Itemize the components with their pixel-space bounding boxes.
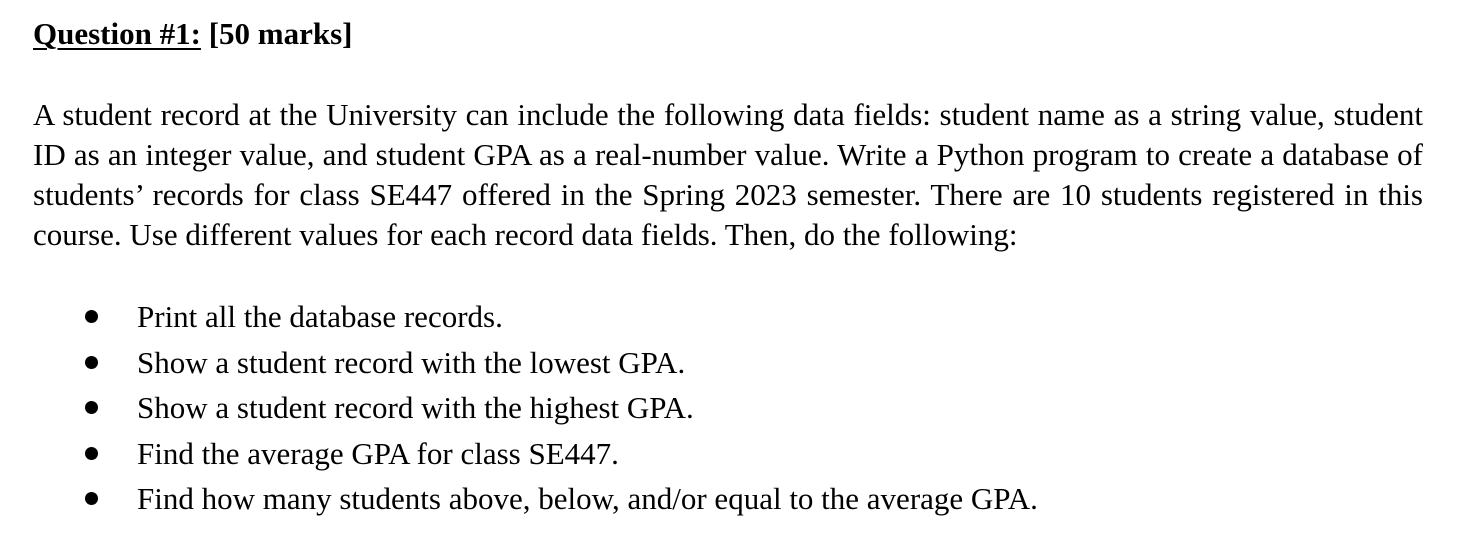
question-marks: [50 marks] (208, 16, 353, 51)
bullet-icon (85, 401, 98, 414)
bullet-icon (85, 356, 98, 369)
bullet-icon (85, 492, 98, 505)
task-text: Show a student record with the highest GPA. (137, 390, 694, 425)
task-text: Print all the database records. (137, 299, 503, 334)
task-text: Show a student record with the lowest GPA. (137, 344, 686, 380)
question-number: Question #1: (33, 16, 201, 51)
question-heading (33, 14, 352, 54)
bullet-icon (85, 310, 98, 323)
task-text: Find how many students above, below, and/or equal to the average GPA. (137, 481, 1038, 516)
task-text: Find the average GPA for class SE447. (137, 435, 619, 471)
question-description: A student record at the University can include the following data fields: student name as a string value, student ID as an integer value, and student GPA as a real-number value. Write a Python program to create a database of students’ records for class SE447 offered in the Spring 2023 semester. There are 10 students registered in this course. Use different values for each record data fields. Then, do the following: (33, 97, 1423, 252)
bullet-icon (85, 447, 98, 460)
